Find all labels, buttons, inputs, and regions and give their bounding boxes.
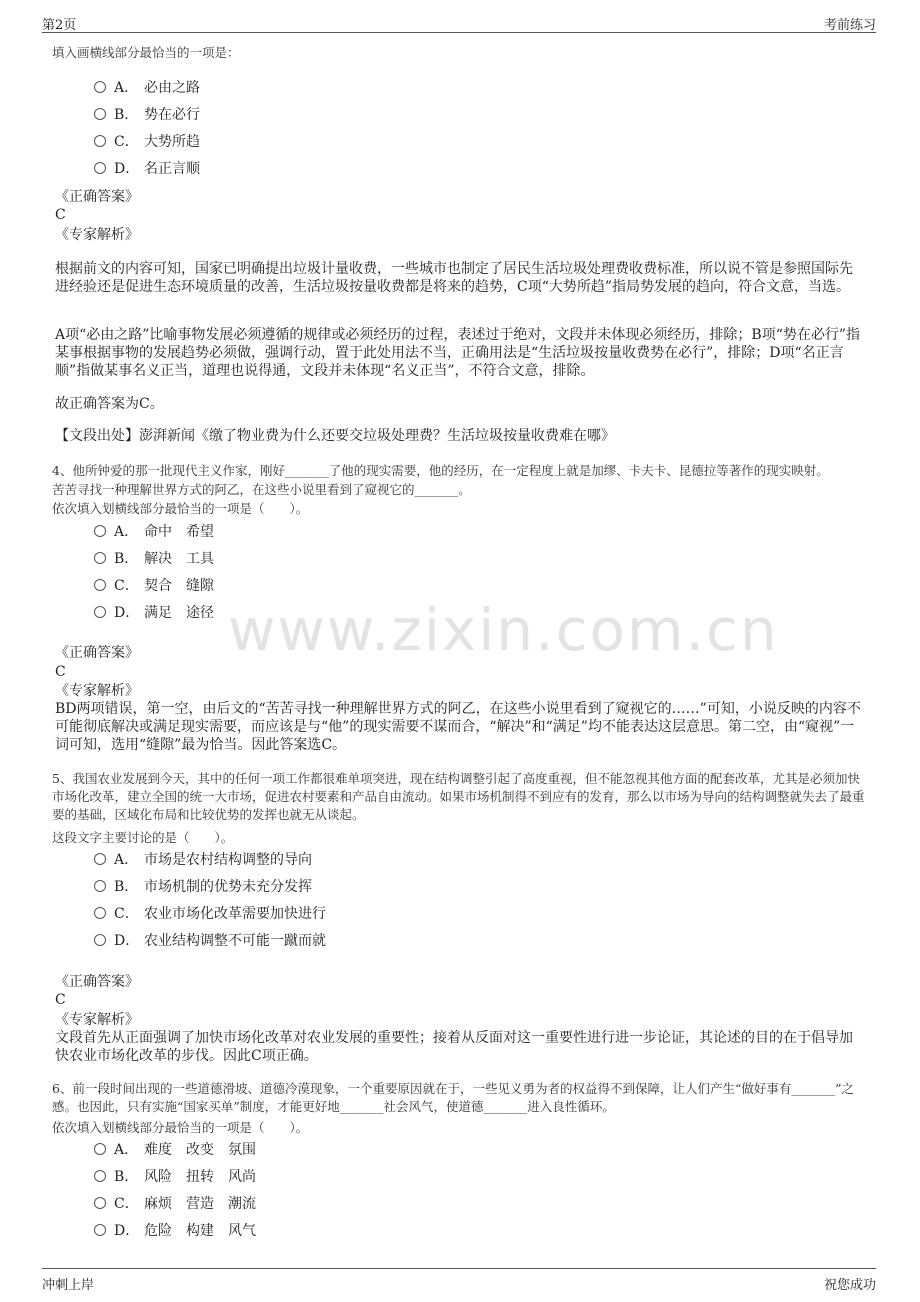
q5-option-c[interactable]: C． 农业市场化改革需要加快进行 [94, 904, 326, 924]
q5-prompt: 这段文字主要讨论的是（ ）。 [52, 830, 234, 845]
q4-stem-1: 4、他所钟爱的那一批现代主义作家，刚好_______了他的现实需要，他的经历，在一定程度上就是加缪、卡夫卡、昆德拉等著作的现实映射。 [52, 463, 829, 478]
radio-icon[interactable] [94, 552, 106, 564]
q6-prompt: 依次填入划横线部分最恰当的一项是（ ）。 [52, 1120, 309, 1135]
q4-stem-2: 苦苦寻找一种理解世界方式的阿乙，在这些小说里看到了窥视它的_______。 [52, 482, 471, 497]
q3-option-a[interactable]: A． 必由之路 [94, 78, 200, 98]
radio-icon[interactable] [94, 1170, 106, 1182]
radio-icon[interactable] [94, 907, 106, 919]
radio-icon[interactable] [94, 934, 106, 946]
page-header [42, 12, 876, 33]
q4-option-d[interactable]: D． 满足 途径 [94, 603, 214, 623]
radio-icon[interactable] [94, 606, 106, 618]
answer-value: C [55, 207, 66, 223]
radio-icon[interactable] [94, 579, 106, 591]
explanation-label: 《专家解析》 [55, 1012, 139, 1028]
q5-explanation: 文段首先从正面强调了加快市场化改革对农业发展的重要性；接着从反面对这一重要性进行进一步论证，其论述的目的在于倡导加快农业市场化改革的步伐。因此C项正确。 [55, 1030, 853, 1064]
radio-icon[interactable] [94, 81, 106, 93]
q3-explanation-3: 故正确答案为C。 [55, 396, 164, 412]
answer-label: 《正确答案》 [55, 189, 139, 205]
footer-left-text: 冲刺上岸 [42, 1278, 95, 1293]
radio-icon[interactable] [94, 1143, 106, 1155]
q6-option-a[interactable]: A． 难度 改变 氛围 [94, 1140, 256, 1160]
answer-value: C [55, 664, 66, 680]
q4-option-a[interactable]: A． 命中 希望 [94, 522, 214, 542]
header-title: 考前练习 [823, 18, 876, 33]
q6-option-c[interactable]: C． 麻烦 营造 潮流 [94, 1194, 256, 1214]
q4-option-b[interactable]: B． 解决 工具 [94, 549, 214, 569]
q6-option-b[interactable]: B． 风险 扭转 风尚 [94, 1167, 256, 1187]
q5-stem: 5、我国农业发展到今天，其中的任何一项工作都很难单项突进，现在结构调整引起了高度重视，但不能忽视其他方面的配套改革，尤其是必须加快市场化改革，建立全国的统一大市场，促进农村要素和产品自由流动。如果市场机制得不到应有的发育，那么以市场为导向的结构调整就失去了最重要的基础，区域化布局和比较优势的发挥也就无从谈起。 [52, 771, 865, 822]
footer-right-text: 祝您成功 [823, 1278, 876, 1293]
radio-icon[interactable] [94, 1224, 106, 1236]
q3-prompt: 填入画横线部分最恰当的一项是： [52, 45, 240, 60]
explanation-label: 《专家解析》 [55, 683, 139, 699]
page-number: 第2页 [42, 18, 77, 33]
radio-icon[interactable] [94, 1197, 106, 1209]
q4-explanation: BD两项错误，第一空，由后文的“苦苦寻找一种理解世界方式的阿乙，在这些小说里看到了窥视它的……”可知，小说反映的内容不可能彻底解决或满足现实需要，而应该是与“他”的现实需要不谋而合，“解决”和“满足”均不能表达这层意思。第二空，由“窥视”一词可知，选用“缝隙”最为恰当。因此答案选C。 [55, 701, 861, 753]
explanation-label: 《专家解析》 [55, 227, 139, 243]
radio-icon[interactable] [94, 880, 106, 892]
answer-value: C [55, 992, 66, 1008]
watermark: www.zixin.com.cn [228, 596, 779, 664]
answer-label: 《正确答案》 [55, 974, 139, 990]
q4-prompt: 依次填入划横线部分最恰当的一项是（ ）。 [52, 501, 309, 516]
q6-option-d[interactable]: D． 危险 构建 风气 [94, 1221, 256, 1241]
q3-option-d[interactable]: D． 名正言顺 [94, 159, 200, 179]
q3-source: 【文段出处】澎湃新闻《缴了物业费为什么还要交垃圾处理费？生活垃圾按量收费难在哪》 [55, 428, 615, 444]
answer-label: 《正确答案》 [55, 645, 139, 661]
q5-option-d[interactable]: D． 农业结构调整不可能一蹴而就 [94, 931, 326, 951]
radio-icon[interactable] [94, 853, 106, 865]
q3-explanation-2: A项“必由之路”比喻事物发展必须遵循的规律或必须经历的过程，表述过于绝对，文段并未体现必须经历，排除；B项“势在必行”指某事根据事物的发展趋势必须做，强调行动，置于此处用法不当，正确用法是“生活垃圾按量收费势在必行”，排除；D项“名正言顺”指做某事名义正当，道理也说得通，文段并未体现“名义正当”，不符合文意，排除。 [55, 327, 861, 379]
radio-icon[interactable] [94, 525, 106, 537]
q5-option-b[interactable]: B． 市场机制的优势未充分发挥 [94, 877, 312, 897]
q3-option-b[interactable]: B． 势在必行 [94, 105, 200, 125]
radio-icon[interactable] [94, 108, 106, 120]
q5-option-a[interactable]: A． 市场是农村结构调整的导向 [94, 850, 312, 870]
q3-explanation-1: 根据前文的内容可知，国家已明确提出垃圾计量收费，一些城市也制定了居民生活垃圾处理费收费标准，所以说不管是参照国际先进经验还是促进生态环境质量的改善，生活垃圾按量收费都是将来的趋势，C项“大势所趋”指局势发展的趋向，符合文意，当选。 [55, 261, 853, 295]
radio-icon[interactable] [94, 162, 106, 174]
q4-option-c[interactable]: C． 契合 缝隙 [94, 576, 214, 596]
radio-icon[interactable] [94, 135, 106, 147]
page-footer [42, 1268, 876, 1293]
q6-stem: 6、前一段时间出现的一些道德滑坡、道德冷漠现象，一个重要原因就在于，一些见义勇为者的权益得不到保障，让人们产生“做好事有_______”之感。也因此，只有实施“国家买单”制度，才能更好地_______社会风气，使道德_______进入良性循环。 [52, 1081, 854, 1114]
q3-option-c[interactable]: C． 大势所趋 [94, 132, 200, 152]
